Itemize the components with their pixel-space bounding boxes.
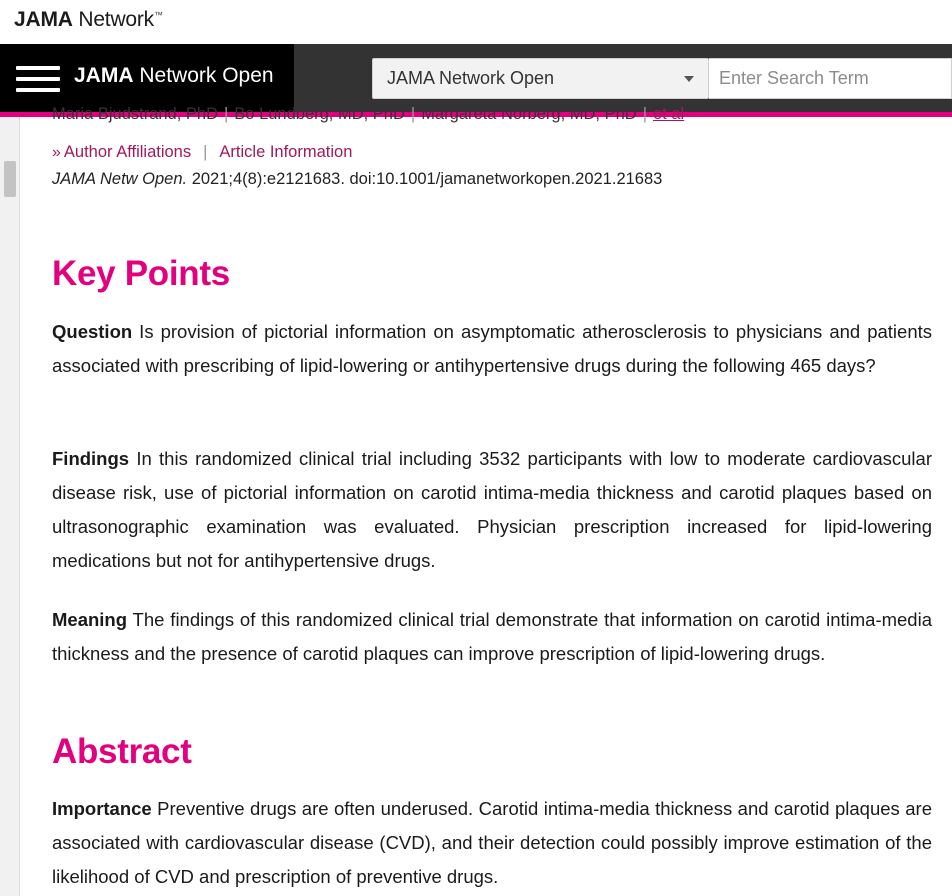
authors-more-link[interactable]: et al: [652, 105, 685, 123]
brand-light-text: Network Open: [139, 64, 274, 87]
author-name[interactable]: Maria Bjudstrand, PhD: [52, 105, 218, 123]
journal-scope-select[interactable]: [372, 58, 709, 99]
site-logo-bar: [0, 0, 952, 44]
key-points-findings: [52, 442, 932, 578]
author-separator: |: [410, 105, 416, 123]
citation-line: [52, 170, 662, 189]
brand-bold-text: JAMA: [74, 64, 134, 87]
key-points-meaning-label: Meaning: [52, 609, 128, 630]
journal-brand-title[interactable]: [74, 64, 274, 88]
jama-network-logo[interactable]: [14, 8, 163, 32]
hamburger-bar: [16, 66, 60, 70]
key-points-question: [52, 315, 932, 383]
key-points-meaning: [52, 603, 932, 671]
citation-journal: JAMA Netw Open.: [52, 170, 188, 188]
search-input[interactable]: [709, 59, 951, 98]
author-separator: |: [642, 105, 647, 123]
logo-bold-text: JAMA: [14, 8, 73, 31]
abstract-importance-text: Preventive drugs are often underused. Carotid intima-media thickness and carotid plaques are associated with cardiovascular disease (CVD), and their detection could possibly improve estimation of the likelihood of CVD and prescription of preventive drugs.: [52, 798, 932, 887]
double-chevron-icon: »: [52, 144, 61, 161]
logo-trademark: ™: [153, 10, 163, 20]
journal-scope-value: JAMA Network Open: [387, 68, 555, 88]
scrollbar-thumb[interactable]: [4, 161, 16, 197]
link-divider: |: [203, 143, 208, 161]
article-meta-links: [52, 143, 352, 162]
search-field-wrapper[interactable]: [709, 58, 952, 99]
abstract-importance: [52, 792, 932, 894]
logo-light-text: Network: [78, 8, 154, 31]
key-points-question-text: Is provision of pictorial information on asymptomatic atherosclerosis to physicians and patients associated with prescribing of lipid-lowering or antihypertensive drugs during the following 465 days?: [52, 321, 932, 376]
key-points-meaning-text: The findings of this randomized clinical trial demonstrate that information on carotid intima-media thickness and the presence of carotid plaques can improve prescription of lipid-lowering drugs.: [52, 609, 932, 664]
key-points-heading: Key Points: [52, 254, 230, 293]
abstract-heading: Abstract: [52, 732, 192, 771]
article-information-link[interactable]: Article Information: [219, 143, 353, 161]
chevron-down-icon: [684, 76, 694, 82]
hamburger-menu-icon[interactable]: [16, 66, 60, 92]
vertical-scrollbar[interactable]: [0, 117, 20, 896]
citation-details: 2021;4(8):e2121683. doi:10.1001/jamanetworkopen.2021.21683: [187, 170, 663, 188]
author-list: [52, 105, 752, 124]
article-content: [21, 105, 952, 896]
hamburger-bar: [16, 88, 60, 92]
author-affiliations-link[interactable]: Author Affiliations: [63, 143, 192, 161]
hamburger-bar: [16, 77, 60, 81]
abstract-importance-label: Importance: [52, 798, 152, 819]
author-separator: |: [224, 105, 229, 123]
key-points-findings-text: In this randomized clinical trial including 3532 participants with low to moderate cardiovascular disease risk, use of pictorial information on carotid intima-media thickness and carotid plaques based on ultrasonographic examination was evaluated. Physician prescription increased for lipid-lowering medications but not for antihypertensive drugs.: [52, 448, 932, 571]
author-name[interactable]: Margareta Norberg, MD, PhD: [421, 105, 637, 123]
key-points-question-label: Question: [52, 321, 133, 342]
key-points-findings-label: Findings: [52, 448, 130, 469]
author-name[interactable]: Bo Lundberg, MD, PhD: [234, 105, 405, 123]
